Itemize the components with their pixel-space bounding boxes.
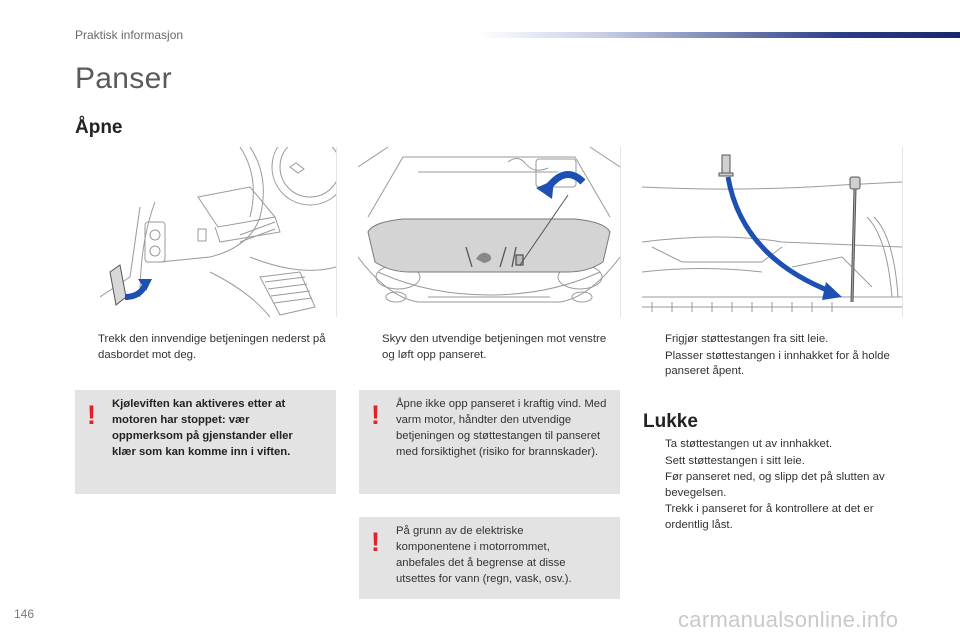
step-text: Ta støttestangen ut av innhakket.: [665, 438, 833, 450]
warning-icon: !: [87, 400, 96, 430]
page-title: Panser: [75, 62, 172, 95]
heading-open: Åpne: [75, 117, 123, 138]
warning-text: Åpne ikke opp panseret i kraftig vind. Med varm motor, håndter den utvendige betjeningen og støttestangen til panseret med forsiktighet (risiko for brannskader).: [396, 398, 607, 458]
step-text: Før panseret ned, og slipp det på slutten av bevegelsen.: [665, 471, 885, 499]
header-gradient-bar: [478, 32, 960, 38]
warning-wind: [359, 390, 620, 494]
open-steps-col2: [362, 332, 620, 364]
list-item: [362, 332, 620, 363]
illustration-interior-lever: [100, 147, 337, 317]
list-item: [645, 437, 907, 453]
page-number: 146: [14, 607, 35, 621]
list-item: [645, 332, 907, 348]
list-item: [645, 349, 907, 380]
open-steps-col1: [78, 332, 338, 364]
open-steps-col3: [645, 332, 907, 381]
illustration-support-rod: [642, 147, 903, 317]
warning-water: [359, 517, 620, 599]
list-item: [78, 332, 338, 363]
list-item: [645, 502, 907, 533]
section-label: Praktisk informasjon: [75, 28, 184, 42]
list-item: [645, 454, 907, 470]
warning-icon: !: [371, 527, 380, 557]
step-text: Trekk den innvendige betjeningen nederst på dasbordet mot deg.: [98, 333, 326, 361]
warning-text: Kjøleviften kan aktiveres etter at motoren har stoppet: vær oppmerksom på gjenstander eller klær som kan komme inn i viften.: [112, 398, 293, 458]
list-item: [645, 470, 907, 501]
watermark[interactable]: carmanualsonline.info: [678, 607, 899, 632]
illustration-car-front: [358, 147, 621, 317]
warning-icon: !: [371, 400, 380, 430]
heading-close: Lukke: [643, 411, 698, 432]
warning-fan: [75, 390, 336, 494]
step-text: Trekk i panseret for å kontrollere at det er ordentlig låst.: [665, 503, 874, 531]
step-text: Plasser støttestangen i innhakket for å holde panseret åpent.: [665, 349, 890, 377]
close-steps: [645, 437, 907, 534]
step-text: Sett støttestangen i sitt leie.: [665, 454, 805, 467]
step-text: Frigjør støttestangen fra sitt leie.: [665, 333, 829, 345]
step-text: Skyv den utvendige betjeningen mot venstre og løft opp panseret.: [382, 333, 607, 361]
warning-text: På grunn av de elektriske komponentene i motorrommet, anbefales det å begrense at disse utsettes for vann (regn, vask, osv.).: [396, 525, 572, 585]
